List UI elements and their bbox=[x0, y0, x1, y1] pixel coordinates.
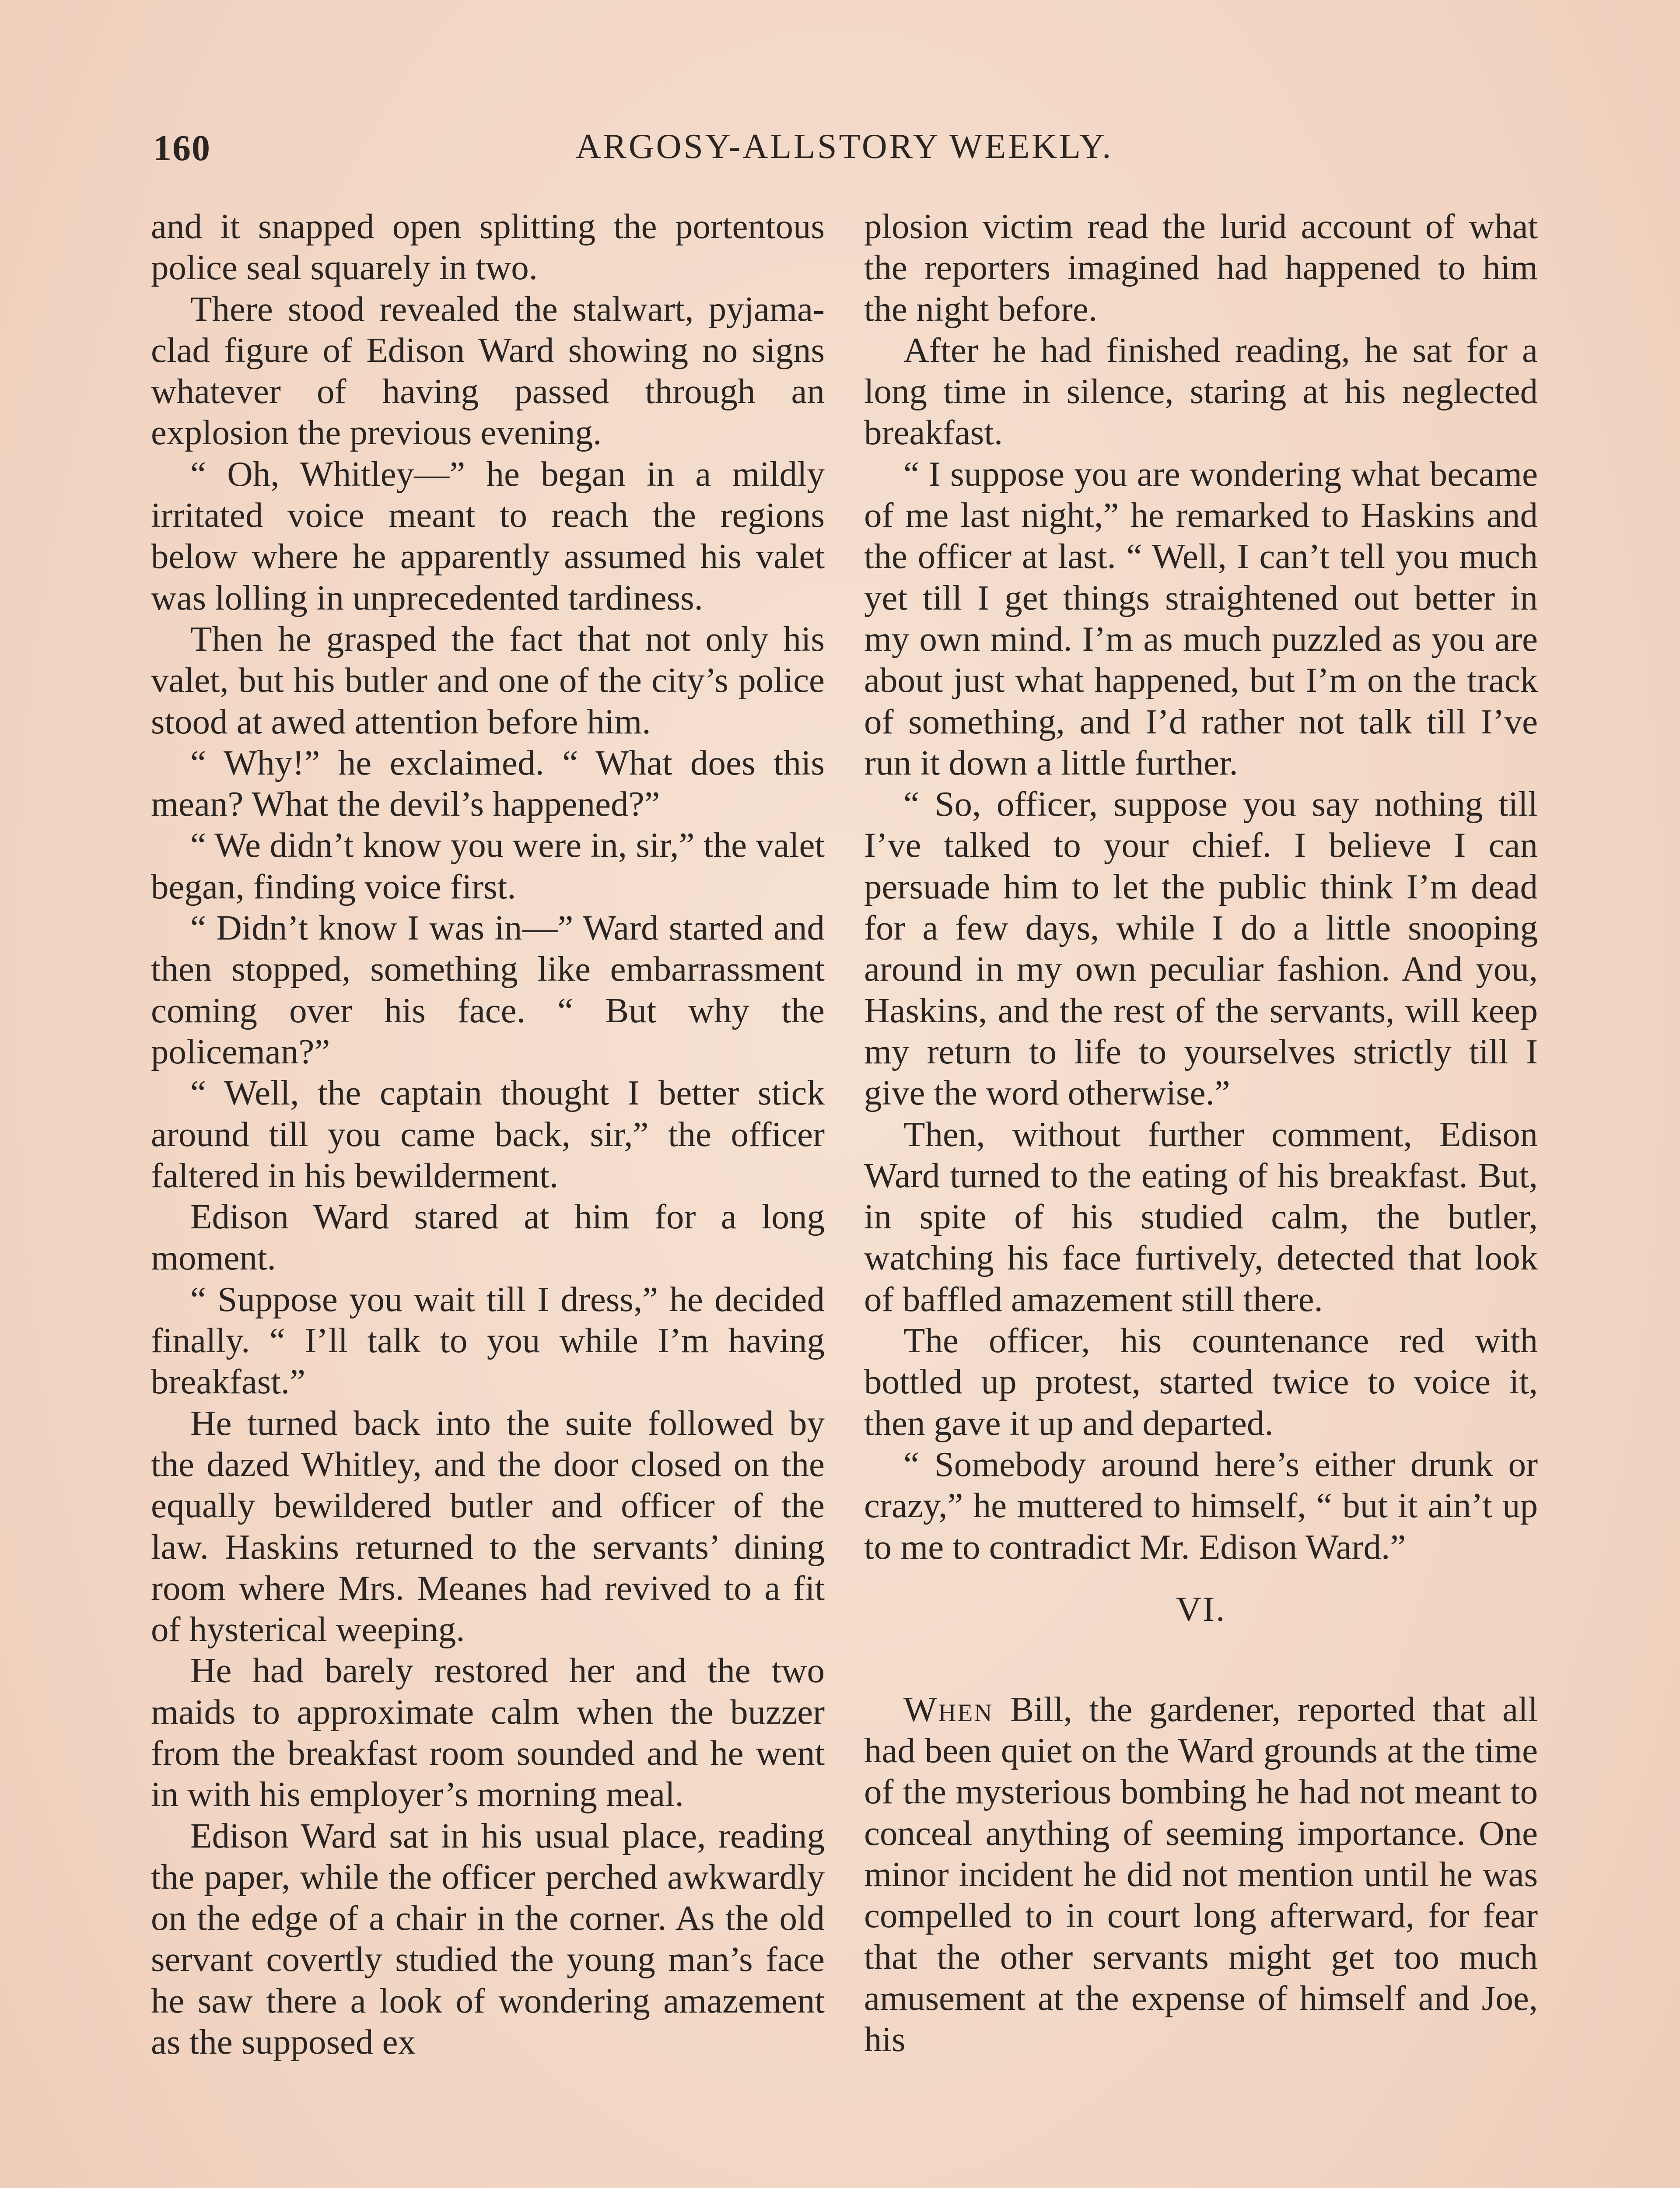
section-first-paragraph bbox=[864, 1689, 1538, 2060]
text-columns bbox=[151, 206, 1538, 2188]
page-header bbox=[153, 127, 1536, 188]
paragraph: plosion victim read the lurid account of what the reporters imagined had happened to him the night before. bbox=[864, 207, 1538, 329]
paragraph: and it snapped open splitting the portentous police seal squarely in two. bbox=[151, 207, 825, 288]
paragraph: Then, without further comment, Edison Ward turned to the eating of his breakfast. But, in spite of his studied calm, the butler, watching his face furtively, detected that look of baffled amazement still there. bbox=[864, 1114, 1538, 1319]
paragraph: Edison Ward sat in his usual place, reading the paper, while the officer perched awkwardly on the edge of a chair in the corner. As the old servant covertly studied the young man’s face he saw there a look of wondering amazement as the supposed ex bbox=[151, 1816, 825, 2062]
paragraph: “ We didn’t know you were in, sir,” the valet began, finding voice first. bbox=[151, 825, 825, 906]
paragraph: “ Well, the captain thought I better stick around till you came back, sir,” the officer faltered in his bewilderment. bbox=[151, 1073, 825, 1195]
paragraph: “ Didn’t know I was in—” Ward started and then stopped, something like embarrassment coming over his face. “ But why the policeman?” bbox=[151, 908, 825, 1071]
running-title: ARGOSY-ALLSTORY WEEKLY. bbox=[575, 127, 1113, 166]
right-column bbox=[864, 206, 1538, 2188]
paragraph: “ Suppose you wait till I dress,” he decided finally. “ I’ll talk to you while I’m having breakfast.” bbox=[151, 1279, 825, 1402]
paragraph: “ Somebody around here’s either drunk or crazy,” he muttered to himself, “ but it ain’t up to me to contradict Mr. Edison Ward.” bbox=[864, 1444, 1538, 1567]
section-heading: VI. bbox=[1176, 1589, 1226, 1629]
section-first-paragraph-text: Bill, the gardener, reported that all had been quiet on the Ward grounds at the time of the mysterious bombing he had not meant to conceal anything of seeming importance. One minor incident he did not mention until he was compelled to in court long afterward, for fear that the other servants might get too much amusement at the expense of himself and Joe, his bbox=[864, 1689, 1538, 2059]
page-number: 160 bbox=[153, 128, 211, 168]
paragraph: Edison Ward stared at him for a long moment. bbox=[151, 1197, 825, 1278]
paragraph: “ Why!” he exclaimed. “ What does this mean? What the devil’s happened?” bbox=[151, 743, 825, 824]
paragraph: “ So, officer, suppose you say nothing till I’ve talked to your chief. I believe I can persuade him to let the public think I’m dead for a few days, while I do a little snooping around in my own peculiar fashion. And you, Haskins, and the rest of the servants, will keep my return to life to yourselves strictly till I give the word otherwise.” bbox=[864, 784, 1538, 1113]
left-column bbox=[151, 206, 825, 2188]
paragraph: Then he grasped the fact that not only his valet, but his butler and one of the city’s police stood at awed attention before him. bbox=[151, 619, 825, 741]
paragraph: “ I suppose you are wondering what became of me last night,” he remarked to Haskins and the officer at last. “ Well, I can’t tell you much yet till I get things straightened out better in my own mind. I’m as much puzzled as you are about just what happened, but I’m on the track of something, and I’d rather not talk till I’ve run it down a little further. bbox=[864, 454, 1538, 782]
paragraph: After he had finished reading, he sat for a long time in silence, staring at his neglected breakfast. bbox=[864, 330, 1538, 452]
paragraph: “ Oh, Whitley—” he began in a mildly irritated voice meant to reach the regions below where he apparently assumed his valet was lolling in unprecedented tardiness. bbox=[151, 454, 825, 617]
paragraph: The officer, his countenance red with bottled up protest, started twice to voice it, then gave it up and departed. bbox=[864, 1321, 1538, 1443]
section-lead-word: When bbox=[903, 1689, 994, 1729]
paragraph: He had barely restored her and the two maids to approximate calm when the buzzer from the breakfast room sounded and he went in with his employer’s morning meal. bbox=[151, 1651, 825, 1814]
paragraph: He turned back into the suite followed by the dazed Whitley, and the door closed on the equally bewildered butler and officer of the law. Haskins returned to the servants’ dining room where Mrs. Meanes had revived to a fit of hysterical weeping. bbox=[151, 1403, 825, 1649]
paragraph: There stood revealed the stalwart, pyjama-clad figure of Edison Ward showing no signs whatever of having passed through an explosion the previous evening. bbox=[151, 289, 825, 452]
